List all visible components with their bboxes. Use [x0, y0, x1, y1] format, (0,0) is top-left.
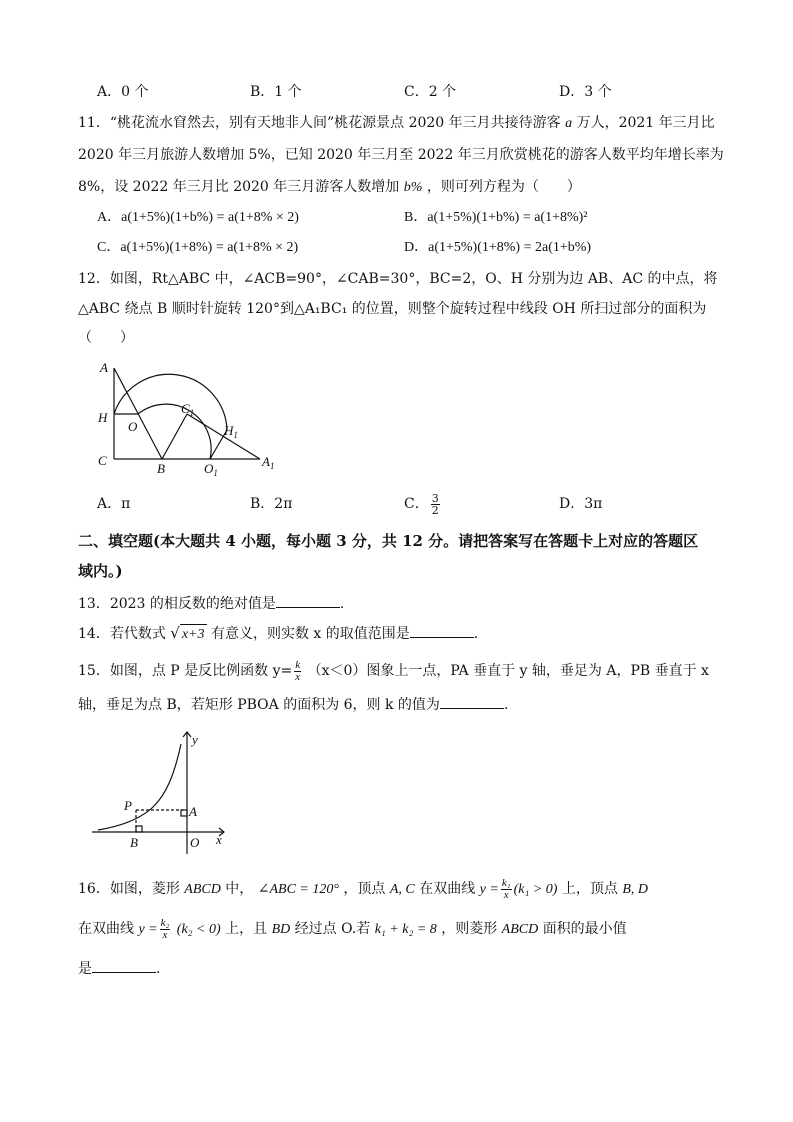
q14-end: . [473, 626, 479, 642]
q16-line-3 [78, 958, 160, 979]
q13-line [78, 593, 344, 614]
q16-answer-blank[interactable] [92, 958, 156, 973]
q16-text-6: 在双曲线 [78, 921, 134, 937]
q16-angle: ∠ABC = 120° [257, 882, 339, 897]
q11-var-b: b% [403, 180, 423, 195]
q16-fraction-k2: $\frac{\text{k₂}}{x}$ [160, 916, 170, 941]
q16-abcd-2: ABCD [501, 922, 539, 937]
q13-end: . [339, 596, 345, 612]
q15-label-p: P [124, 798, 132, 813]
q15-right-angle-b [136, 826, 142, 832]
q12-label-a1: $A_1$ [262, 454, 275, 471]
q12-arc-inner [138, 404, 211, 459]
q12-option-c-prefix: C． [404, 496, 429, 512]
q15-text-tail: （x＜0）图象上一点，PA 垂直于 y 轴，垂足为 A，PB 垂直于 x [307, 663, 709, 679]
q16-text-8: 经过点 O.若 [294, 921, 371, 937]
q11-line-2: 2020 年三月旅游人数增加 5%，已知 2020 年三月至 2022 年三月欣赏桃花的游客人数平均年增长率为 [78, 147, 724, 163]
q16-text-11: 是 [78, 961, 92, 977]
q12-option-c-fraction: $\frac{3}{2}$ [431, 491, 439, 517]
q12-label-b: B [157, 461, 165, 476]
q15-text-pre: 15．如图，点 P 是反比例函数 y= [78, 663, 293, 679]
q15-label-o: O [190, 835, 200, 850]
q11-var-a: a [565, 116, 573, 131]
q12-label-o1: $O_1$ [204, 461, 218, 476]
q16-fraction-k1: $\frac{\text{k₁}}{x}$ [501, 876, 511, 901]
q11-line-3 [78, 177, 581, 198]
q12-label-h: H [98, 410, 108, 425]
q16-text-5: 上，顶点 [561, 881, 618, 897]
q15-label-a: A [189, 804, 197, 819]
q10-option-a: A．0 个 [97, 84, 149, 100]
q13-answer-blank[interactable] [276, 593, 340, 608]
q15-curve [98, 744, 181, 830]
q12-line-2: △ABC 绕点 B 顺时针旋转 120°到△A₁BC₁ 的位置，则整个旋转过程中线段 OH 所扫过部分的面积为 [78, 301, 707, 317]
section2-heading-line-1: 二、填空题(本大题共 4 小题，每小题 3 分，共 12 分。请把答案写在答题卡上对应的答题区 [78, 532, 699, 550]
q16-y-eq-1: y = [479, 882, 499, 897]
q11-option-d: D．a(1+5%)(1+8%) = 2a(1+b%) [404, 240, 592, 255]
q16-y-eq-2: y = [138, 922, 158, 937]
q16-text-9: ，则菱形 [441, 921, 498, 937]
q16-text-2: 中， [225, 881, 254, 897]
q16-line-1 [78, 877, 648, 902]
q12-label-o: O [128, 419, 138, 434]
q15-answer-blank[interactable] [440, 694, 504, 709]
q15-text-2: 轴，垂足为点 B，若矩形 PBOA 的面积为 6，则 k 的值为 [78, 697, 440, 713]
q10-option-d: D．3 个 [559, 84, 612, 100]
q12-option-c [404, 489, 442, 519]
q12-label-c1: $C_1$ [181, 401, 195, 418]
q16-k1-cond: (k₁ > 0) [513, 882, 558, 897]
q15-figure [92, 726, 232, 856]
q16-text-4: 在双曲线 [419, 881, 476, 897]
q11-line-1 [78, 113, 715, 134]
q14-sqrt: √ x+3 [170, 626, 206, 642]
q11-option-b: B．a(1+5%)(1+b%) = a(1+8%)² [404, 210, 588, 225]
q16-text-10: 面积的最小值 [542, 921, 627, 937]
q12-line-1: 12．如图，Rt△ABC 中，∠ACB=90°，∠CAB=30°，BC=2，O、H 分别为边 AB、AC 的中点，将 [78, 271, 718, 287]
q10-option-b: B．1 个 [250, 84, 302, 100]
q10-option-c: C．2 个 [404, 84, 457, 100]
q14-answer-blank[interactable] [410, 623, 474, 638]
q14-text-post: 有意义，则实数 x 的取值范围是 [210, 626, 410, 642]
q11-text-3b: ，则可列方程为（ ） [426, 179, 581, 195]
q15-line-1 [78, 659, 709, 683]
q12-segment-bc1 [162, 414, 187, 459]
q16-sum: k₁ + k₂ = 8 [374, 922, 437, 937]
q14-radicand: x+3 [180, 624, 207, 645]
q16-text-7: 上，且 [225, 921, 268, 937]
q16-end: . [156, 961, 161, 977]
q11-text-3a: 8%，设 2022 年三月比 2020 年三月游客人数增加 [78, 179, 400, 195]
q13-text: 13．2023 的相反数的绝对值是 [78, 596, 276, 612]
q12-option-a: A．π [97, 496, 131, 512]
q11-text-1-tail: 万人，2021 年三月比 [576, 115, 715, 131]
q12-figure [92, 358, 292, 476]
q16-abcd: ABCD [184, 882, 221, 897]
q16-bd-2: BD [271, 922, 291, 937]
q14-text-pre: 14．若代数式 [78, 626, 166, 642]
q11-option-a: A．a(1+5%)(1+b%) = a(1+8% × 2) [97, 210, 299, 225]
q16-line-2 [78, 917, 627, 942]
q11-text-1: 11．“桃花流水窅然去，别有天地非人间”桃花源景点 2020 年三月共接待游客 [78, 115, 561, 131]
section2-heading-line-2: 域内。) [78, 562, 123, 580]
q12-label-h1: $H_1$ [224, 423, 238, 440]
q16-text-1: 16．如图，菱形 [78, 881, 180, 897]
q15-label-y: y [192, 732, 198, 747]
q15-fraction: $\frac{k}{x}$ [295, 658, 301, 683]
q12-label-a: A [100, 360, 108, 375]
q15-end: . [503, 697, 509, 713]
q14-line [78, 623, 478, 645]
q12-option-b: B．2π [250, 496, 293, 512]
q16-text-3: ，顶点 [343, 881, 386, 897]
q15-label-x: x [216, 832, 222, 847]
q12-label-c: C [98, 453, 107, 468]
q16-ac: A, C [389, 882, 415, 897]
q16-bd: B, D [622, 882, 648, 897]
q11-option-c: C．a(1+5%)(1+8%) = a(1+8% × 2) [97, 240, 299, 255]
q16-k2-cond: (k₂ < 0) [176, 922, 221, 937]
q15-line-2 [78, 694, 508, 715]
q12-option-d: D．3π [559, 496, 603, 512]
q15-label-b: B [130, 835, 138, 850]
q12-line-3: （ ） [78, 330, 134, 346]
q15-right-angle-a [181, 810, 187, 816]
